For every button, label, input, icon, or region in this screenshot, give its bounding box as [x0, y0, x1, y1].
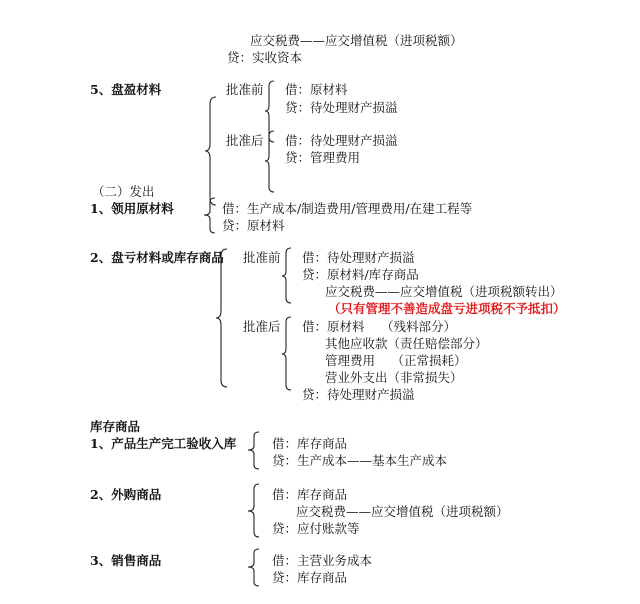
brace-icon [203, 197, 217, 235]
brace-icon [281, 316, 293, 392]
top-tax-line: 应交税费——应交增值税（进项税额） [250, 33, 463, 48]
issue-item1-credit: 贷：原材料 [222, 218, 285, 233]
issue-item2-after-debit1: 借：原材料 （残料部分） [302, 319, 456, 334]
item5-before-credit: 贷：待处理财产损溢 [285, 100, 398, 115]
item5-after-debit: 借：待处理财产损溢 [285, 133, 398, 148]
inventory-item2-debit: 借：库存商品 [272, 487, 348, 502]
item5-after-label: 批准后 [226, 133, 264, 148]
item5-after-credit: 贷：管理费用 [285, 150, 361, 165]
inventory-item2-tax: 应交税费——应交增值税（进项税额） [296, 504, 509, 519]
brace-icon [204, 96, 218, 206]
item5-before-label: 批准前 [226, 82, 264, 97]
issue-item2-title: 2、盘亏材料或库存商品 [90, 250, 224, 265]
brace-icon [247, 548, 261, 588]
brace-icon [215, 248, 229, 388]
inventory-item1-debit: 借：库存商品 [272, 436, 348, 451]
brace-icon [247, 483, 261, 539]
brace-icon [247, 431, 261, 471]
inventory-item3-credit: 贷：库存商品 [272, 570, 348, 585]
item5-title: 5、盘盈材料 [90, 82, 162, 97]
issue-item1-title: 1、领用原材料 [90, 201, 174, 216]
top-credit-line: 贷：实收资本 [227, 50, 303, 65]
issue-item2-after-credit: 贷：待处理财产损溢 [302, 387, 415, 402]
brace-icon [264, 130, 276, 194]
issue-item2-after-label: 批准后 [243, 319, 281, 334]
item5-before-debit: 借：原材料 [285, 82, 348, 97]
issue-item2-note: （只有管理不善造成盘亏进项税不予抵扣） [328, 301, 566, 316]
issue-item2-before-debit: 借：待处理财产损溢 [302, 250, 415, 265]
inventory-item2-credit: 贷：应付账款等 [272, 521, 360, 536]
issue-item2-before-credit: 贷：原材料/库存商品 [302, 267, 419, 282]
brace-icon [281, 247, 293, 305]
issue-item2-after-debit2: 其他应收款（责任赔偿部分） [325, 336, 488, 351]
issue-item1-debit: 借：生产成本/制造费用/管理费用/在建工程等 [222, 201, 473, 216]
issue-item2-after-debit4: 营业外支出（非常损失） [325, 370, 463, 385]
issue-item2-before-label: 批准前 [243, 250, 281, 265]
inventory-heading: 库存商品 [90, 419, 141, 434]
inventory-item3-title: 3、销售商品 [90, 553, 162, 568]
inventory-item1-credit: 贷：生产成本——基本生产成本 [272, 453, 448, 468]
section-issue-heading: （二）发出 [92, 184, 155, 199]
inventory-item2-title: 2、外购商品 [90, 487, 162, 502]
issue-item2-before-tax: 应交税费——应交增值税（进项税额转出） [325, 284, 563, 299]
issue-item2-after-debit3: 管理费用 （正常损耗） [325, 353, 467, 368]
inventory-item1-title: 1、产品生产完工验收入库 [90, 436, 237, 451]
inventory-item3-debit: 借：主营业务成本 [272, 553, 373, 568]
